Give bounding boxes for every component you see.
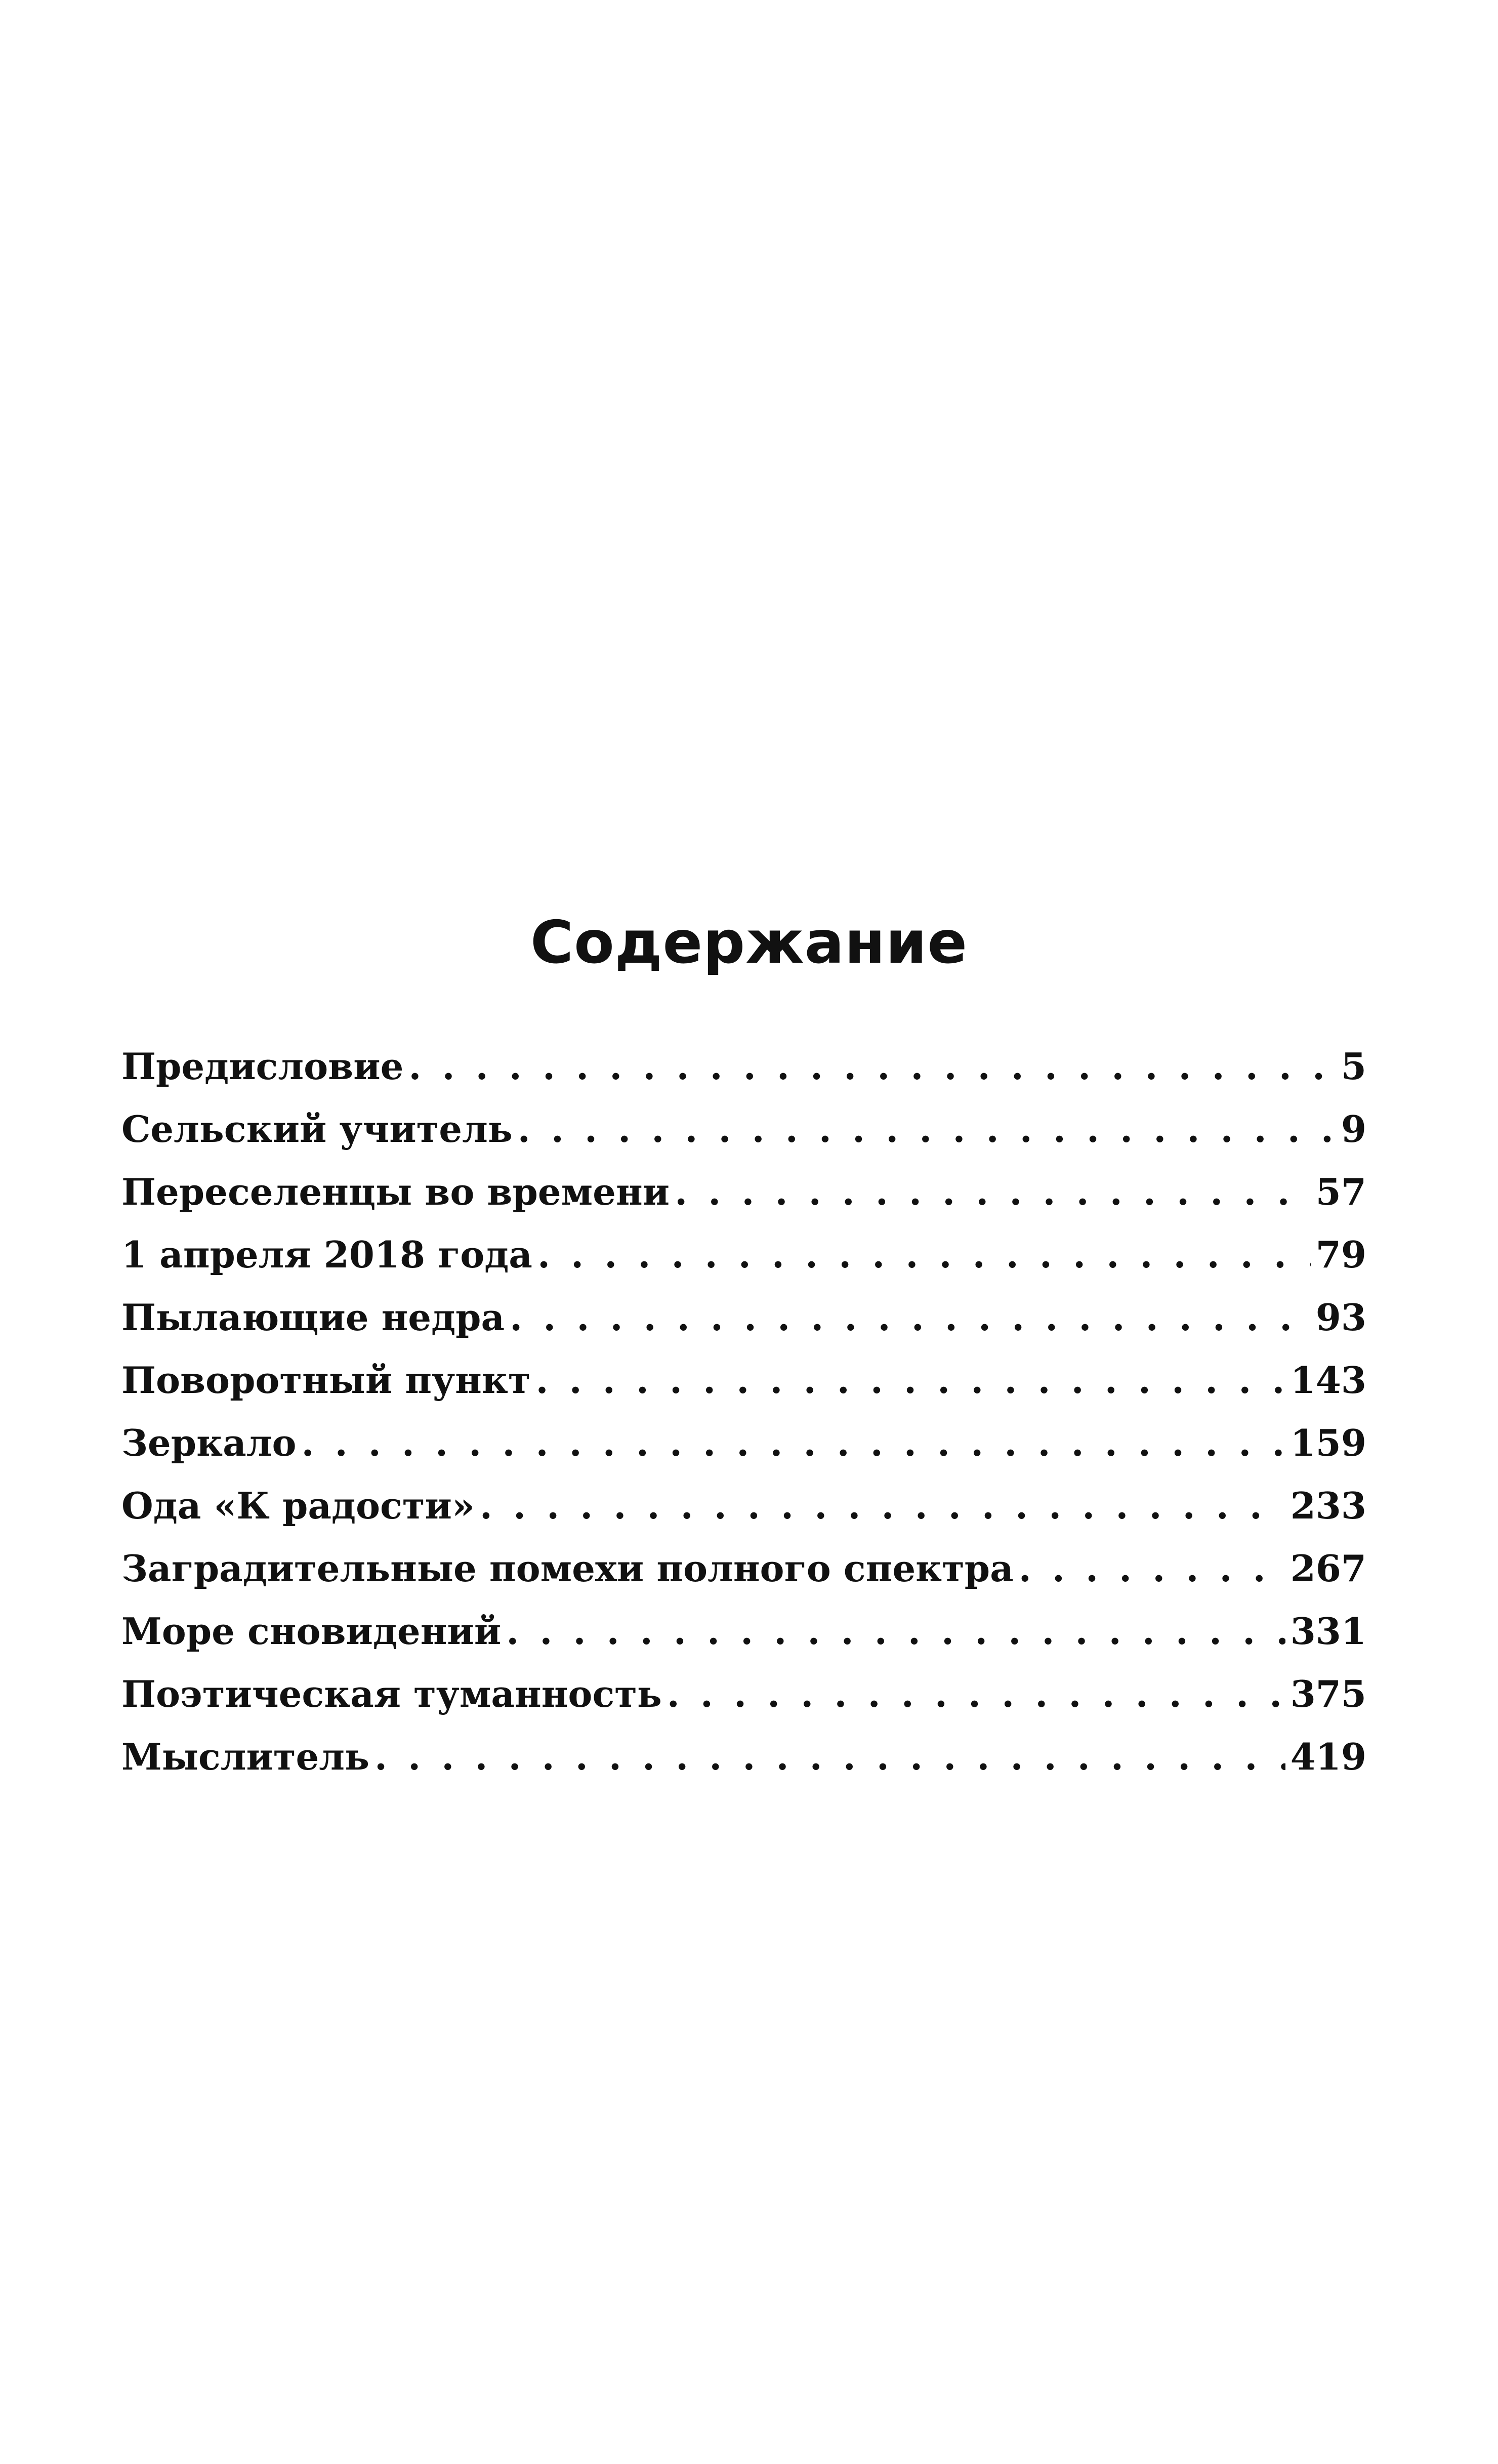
dot-leader xyxy=(667,1663,1285,1726)
toc-entry-page: 5 xyxy=(1341,1045,1366,1088)
toc-entry-page: 331 xyxy=(1290,1610,1366,1653)
page-title: Содержание xyxy=(530,908,968,977)
toc-entry xyxy=(121,1726,1366,1788)
toc-entry-title: Предисловие xyxy=(121,1045,404,1088)
toc-entry-page: 419 xyxy=(1290,1735,1366,1778)
dot-leader xyxy=(374,1726,1285,1788)
dot-leader xyxy=(506,1600,1285,1663)
toc-entry-page: 159 xyxy=(1290,1421,1366,1464)
toc-entry-title: Заградительные помехи полного спектра xyxy=(121,1547,1014,1590)
toc-entry-page: 93 xyxy=(1315,1296,1366,1339)
toc-entry-title: Переселенцы во времени xyxy=(121,1170,670,1213)
toc-entry-title: Поэтическая туманность xyxy=(121,1672,662,1715)
toc-entry xyxy=(121,1412,1366,1474)
toc-entry-page: 143 xyxy=(1290,1359,1366,1402)
toc-entry-title: Пылающие недра xyxy=(121,1296,505,1339)
toc-entry-title: Мыслитель xyxy=(121,1735,369,1778)
toc-entry-page: 267 xyxy=(1290,1547,1366,1590)
toc-entry xyxy=(121,1223,1366,1286)
toc-entry-title: Зеркало xyxy=(121,1421,297,1464)
toc-entry xyxy=(121,1600,1366,1663)
toc-entry xyxy=(121,1349,1366,1412)
dot-leader xyxy=(675,1161,1311,1223)
dot-leader xyxy=(302,1412,1285,1474)
toc-entry-page: 9 xyxy=(1341,1107,1366,1151)
dot-leader xyxy=(536,1349,1285,1412)
toc-entry-page: 57 xyxy=(1315,1170,1366,1213)
toc-entry-title: 1 апреля 2018 года xyxy=(121,1233,532,1276)
toc-entry xyxy=(121,1161,1366,1223)
dot-leader xyxy=(1019,1537,1285,1600)
toc-entry-page: 233 xyxy=(1290,1484,1366,1527)
dot-leader xyxy=(408,1035,1336,1098)
toc-entry-title: Сельский учитель xyxy=(121,1107,513,1151)
dot-leader xyxy=(480,1474,1285,1537)
toc-entry-title: Поворотный пункт xyxy=(121,1359,531,1402)
dot-leader xyxy=(510,1286,1311,1349)
toc-entry xyxy=(121,1474,1366,1537)
toc-entry xyxy=(121,1537,1366,1600)
toc-entry xyxy=(121,1098,1366,1161)
toc-entry-title: Ода «К радости» xyxy=(121,1484,475,1527)
toc-entry xyxy=(121,1286,1366,1349)
toc-entry-page: 375 xyxy=(1290,1672,1366,1715)
toc-entry xyxy=(121,1035,1366,1098)
dot-leader xyxy=(518,1098,1336,1161)
toc-entry-title: Море сновидений xyxy=(121,1610,502,1653)
toc-entry xyxy=(121,1663,1366,1726)
toc-entry-page: 79 xyxy=(1315,1233,1366,1276)
dot-leader xyxy=(537,1223,1311,1286)
table-of-contents xyxy=(121,1035,1366,1788)
